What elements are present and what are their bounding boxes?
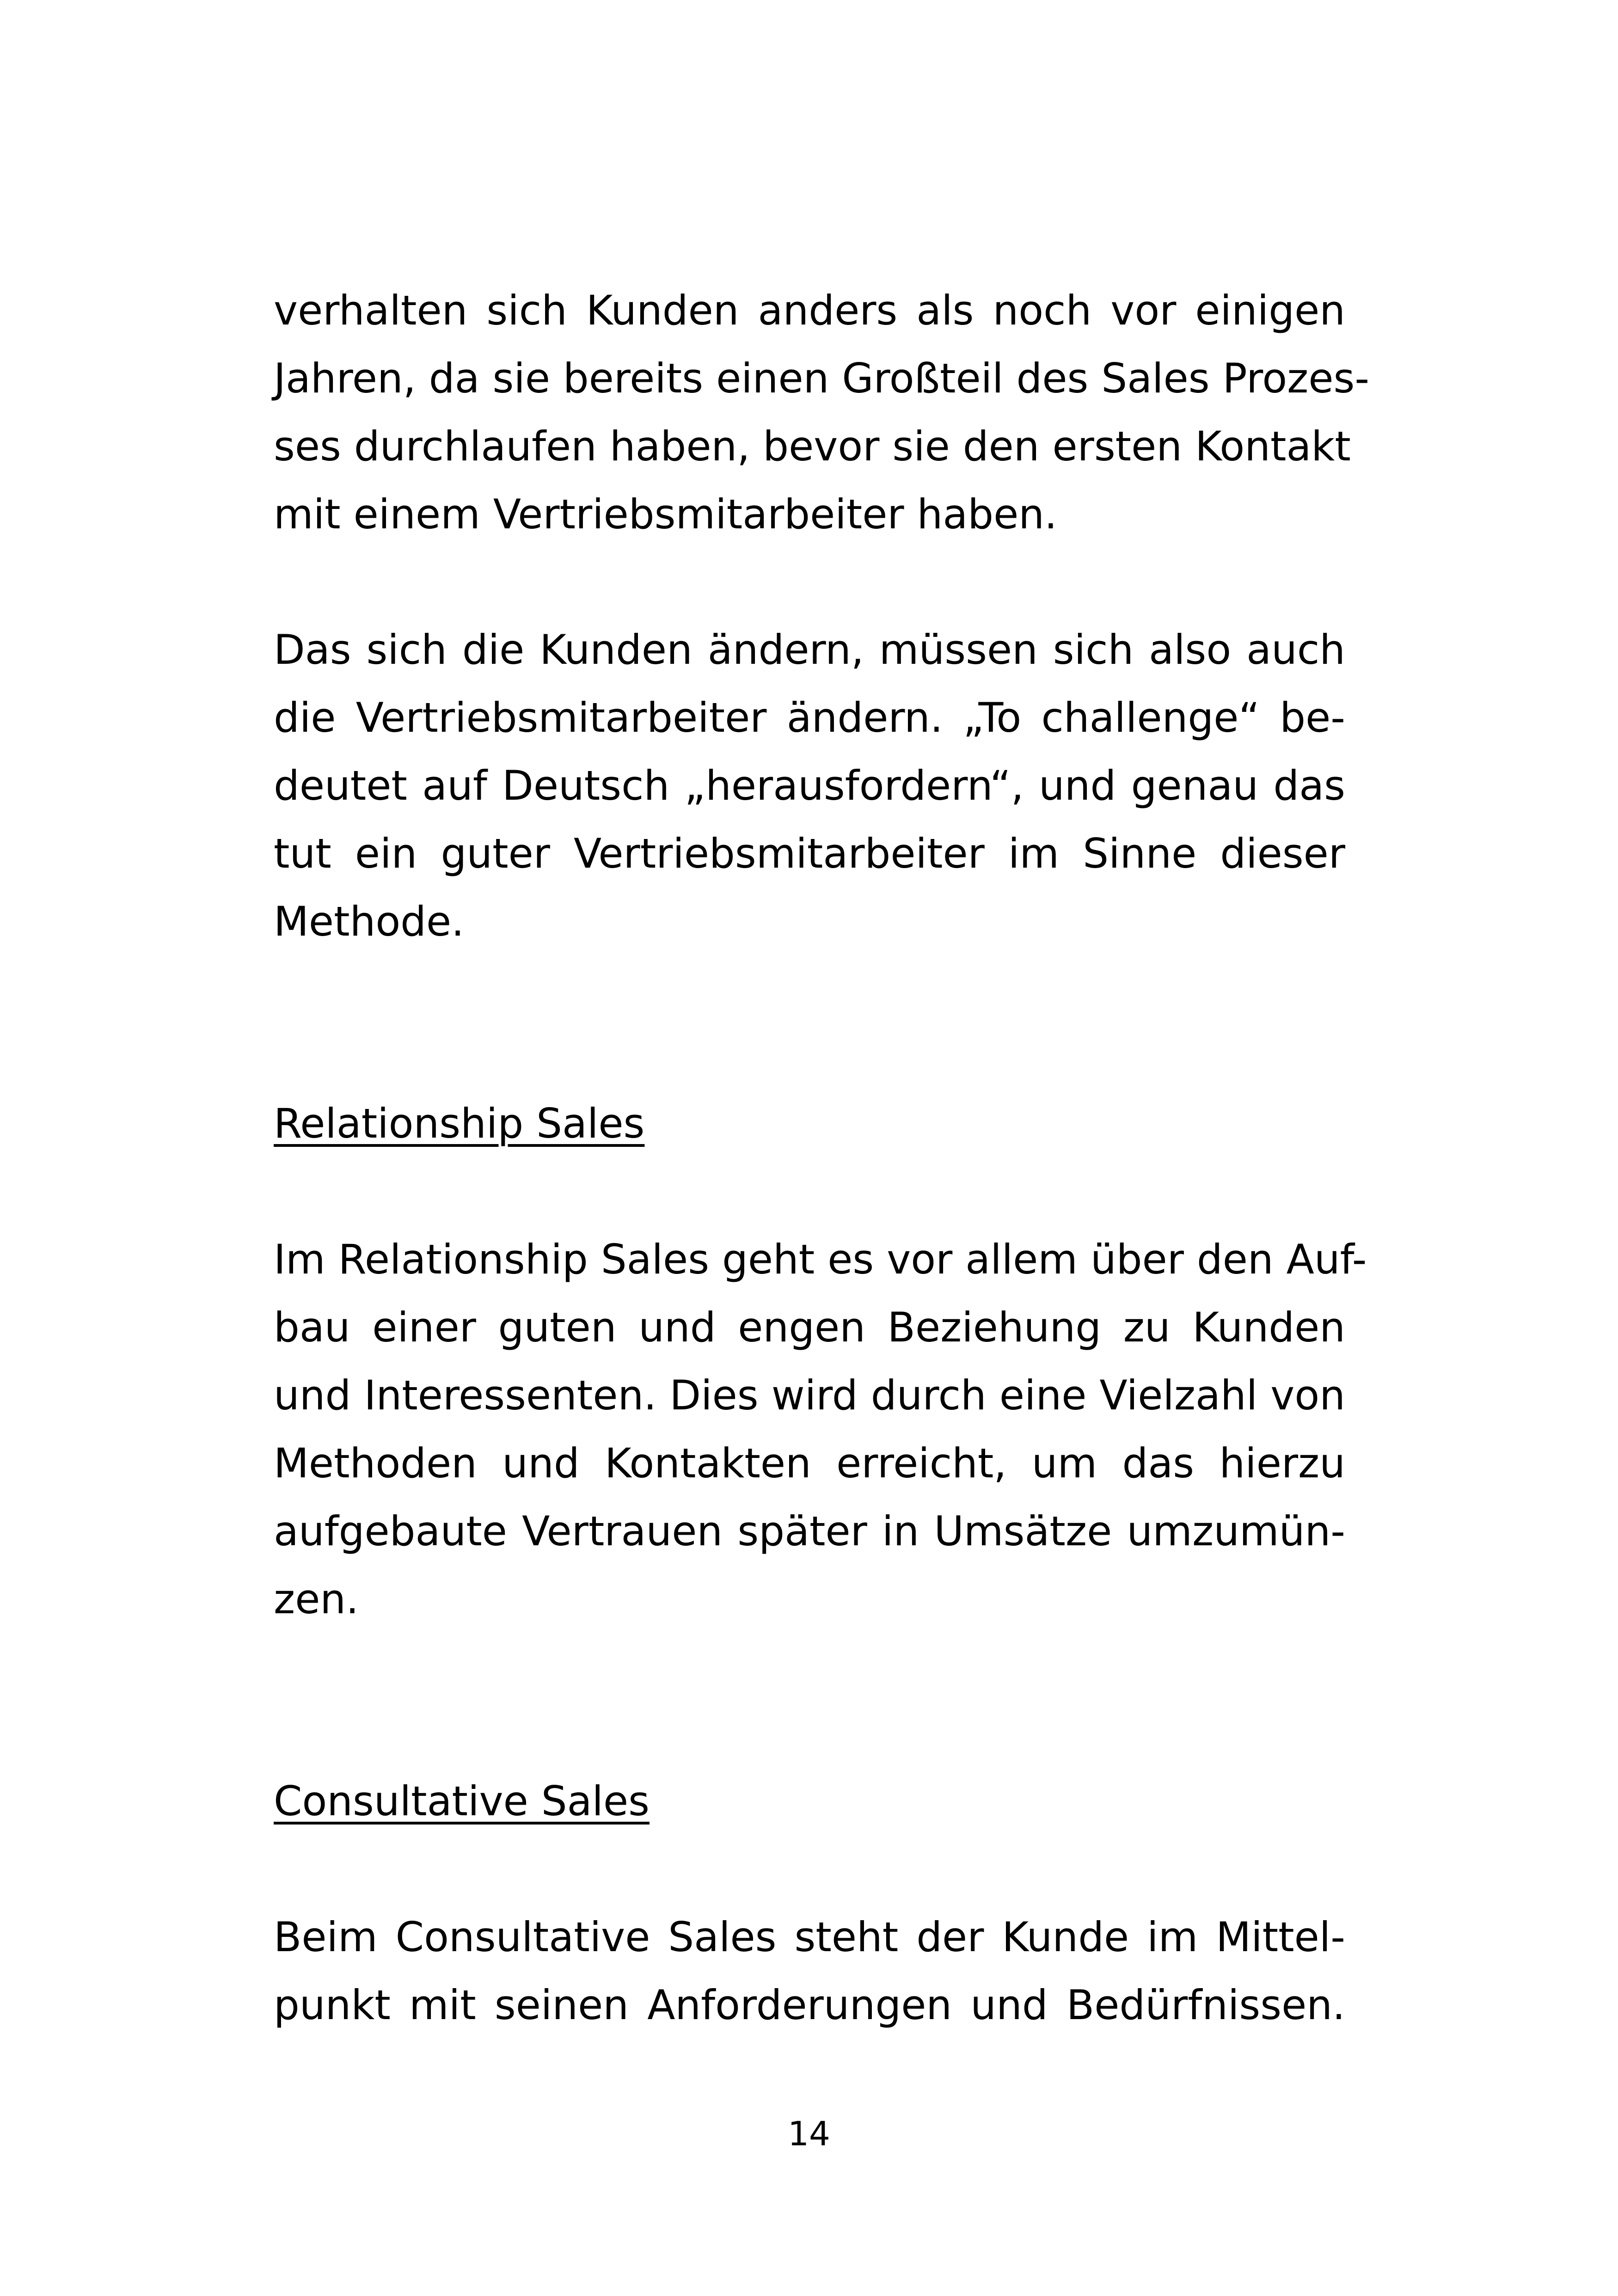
paragraph-line: aufgebaute Vertrauen später in Umsätze umzumün- [274, 1507, 1345, 1555]
paragraph-line: deutet auf Deutsch „herausfordern“, und genau das [274, 762, 1345, 809]
paragraph-line: Im Relationship Sales geht es vor allem über den Auf- [274, 1236, 1367, 1283]
paragraph-line: Das sich die Kunden ändern, müssen sich also auch [274, 626, 1345, 673]
paragraph-line: tut ein guter Vertriebsmitarbeiter im Sinne dieser [274, 830, 1345, 877]
section-heading-relationship-sales: Relationship Sales [274, 1100, 645, 1147]
paragraph-line: ses durchlaufen haben, bevor sie den ersten Kontakt [274, 422, 1351, 470]
paragraph-line: Jahren, da sie bereits einen Großteil des Sales Prozes- [274, 355, 1370, 402]
section-heading-consultative-sales: Consultative Sales [274, 1777, 650, 1825]
paragraph-line: die Vertriebsmitarbeiter ändern. „To challenge“ be- [274, 694, 1345, 741]
paragraph-line: verhalten sich Kunden anders als noch vor einigen [274, 287, 1345, 334]
paragraph-line: punkt mit seinen Anforderungen und Bedürfnissen. [274, 1981, 1345, 2029]
paragraph-line: Beim Consultative Sales steht der Kunde im Mittel- [274, 1913, 1345, 1961]
page-number: 14 [788, 2114, 830, 2153]
paragraph-line: bau einer guten und engen Beziehung zu Kunden [274, 1304, 1345, 1351]
paragraph-line: Methoden und Kontakten erreicht, um das hierzu [274, 1439, 1345, 1487]
paragraph-line: und Interessenten. Dies wird durch eine Vielzahl von [274, 1371, 1345, 1419]
paragraph-line: zen. [274, 1575, 359, 1623]
paragraph-line: mit einem Vertriebsmitarbeiter haben. [274, 490, 1057, 538]
paragraph-line: Methode. [274, 898, 465, 945]
